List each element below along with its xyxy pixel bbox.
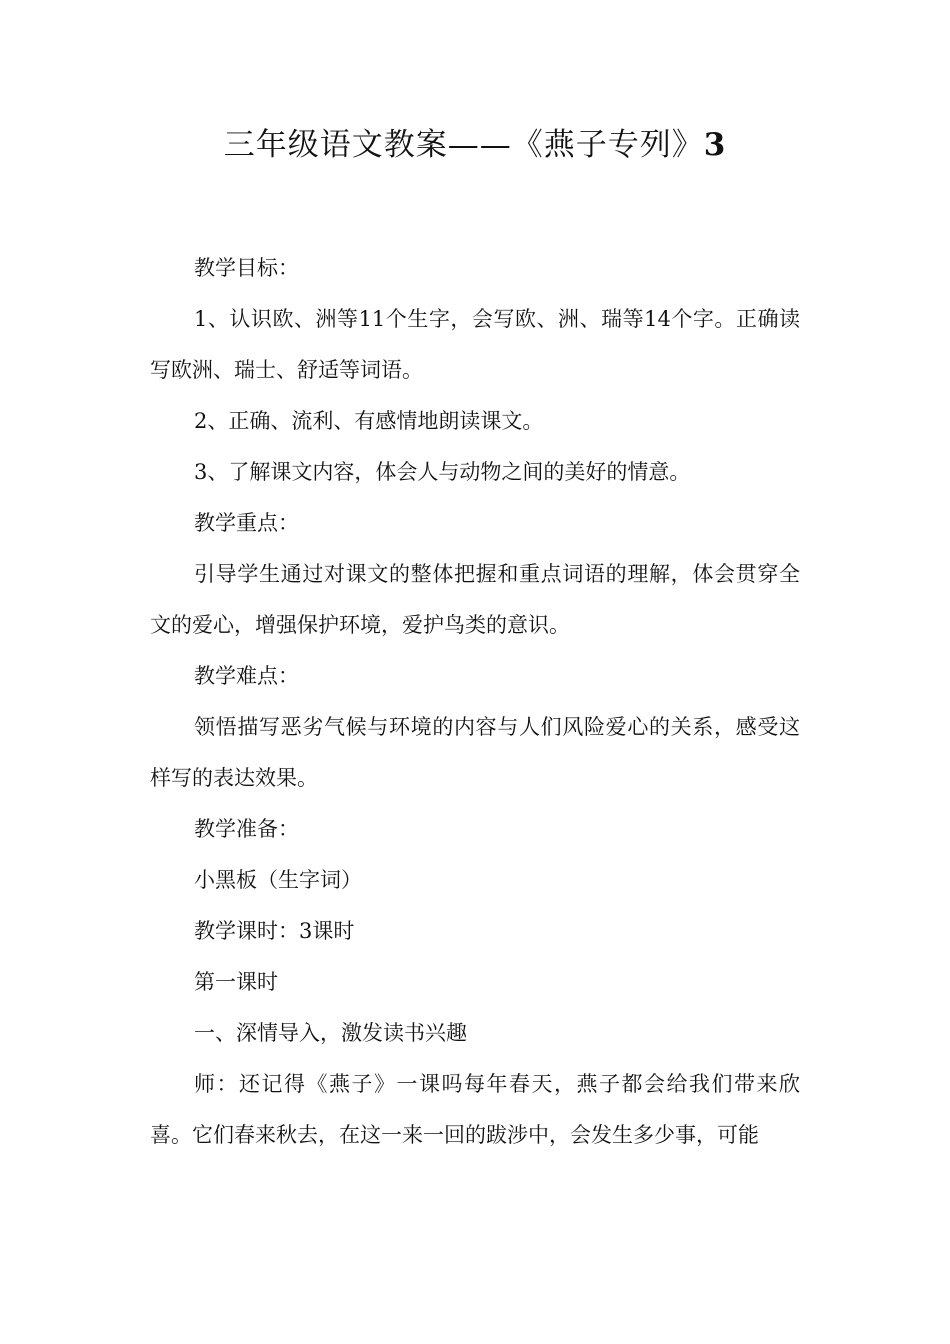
title-number: 3 — [703, 127, 727, 163]
title-text: 三年级语文教案——《燕子专列》 — [223, 127, 704, 163]
paragraph: 教学课时：3课时 — [194, 919, 355, 943]
lesson-heading: 第一课时 — [194, 970, 278, 994]
section-heading-difficulties: 教学难点： — [194, 664, 299, 688]
paragraph: 引导学生通过对课文的整体把握和重点词语的理解，体会贯穿全文的爱心，增强保护环境，爱护鸟类的意识。 — [150, 562, 800, 637]
step-heading: 一、深情导入，激发读书兴趣 — [194, 1021, 467, 1045]
paragraph: 小黑板（生字词） — [194, 868, 362, 892]
paragraph: 师：还记得《燕子》一课吗每年春天，燕子都会给我们带来欣喜。它们春来秋去，在这一来一回的跋涉中，会发生多少事，可能 — [150, 1072, 800, 1147]
document-title — [0, 120, 950, 170]
section-heading-objectives: 教学目标： — [194, 256, 299, 280]
paragraph: 1、认识欧、洲等11个生字，会写欧、洲、瑞等14个字。正确读写欧洲、瑞士、舒适等词语。 — [150, 307, 800, 382]
paragraph: 3、了解课文内容，体会人与动物之间的美好的情意。 — [194, 460, 691, 484]
paragraph: 2、正确、流利、有感情地朗读课文。 — [194, 409, 544, 433]
document-body — [150, 243, 800, 1161]
section-heading-key-points: 教学重点： — [194, 511, 299, 535]
section-heading-preparation: 教学准备： — [194, 817, 299, 841]
paragraph: 领悟描写恶劣气候与环境的内容与人们风险爱心的关系，感受这样写的表达效果。 — [150, 715, 800, 790]
